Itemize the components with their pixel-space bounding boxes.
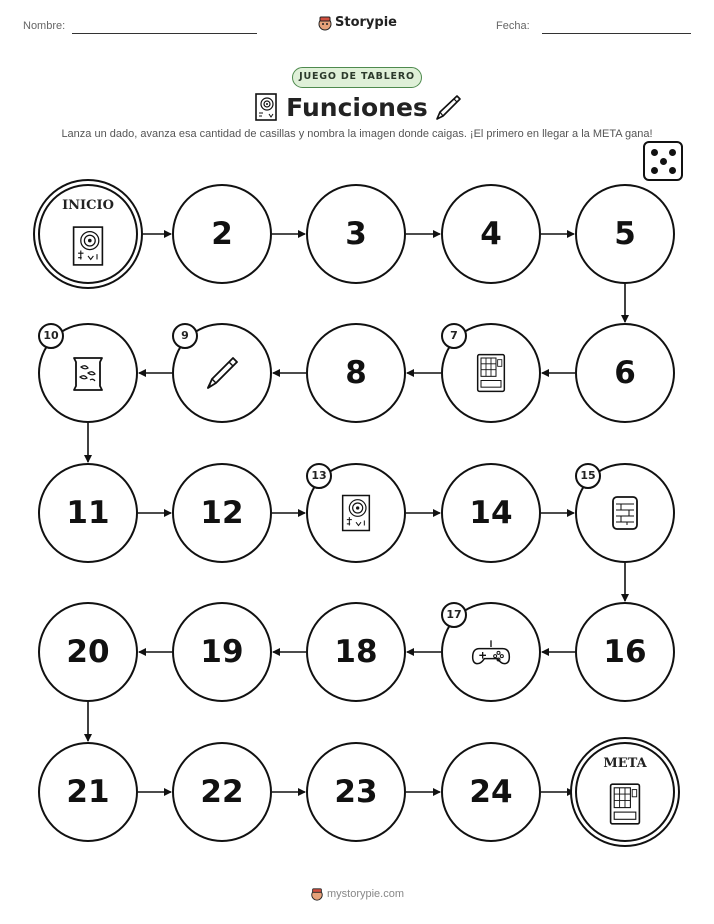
goal-label: META	[603, 756, 647, 771]
brick-tile-icon	[605, 493, 645, 533]
space-number: 23	[334, 774, 378, 810]
space-number: 19	[200, 634, 244, 670]
space-number: 4	[480, 216, 502, 252]
start-label: INICIO	[62, 198, 114, 213]
name-label: Nombre:	[23, 20, 66, 32]
board-space-14	[441, 463, 541, 563]
vending-machine-icon	[471, 353, 511, 393]
space-number-badge: 15	[575, 463, 601, 489]
board-space-2	[172, 184, 272, 284]
game-type-badge: JUEGO DE TABLERO	[292, 67, 422, 88]
board-space-13	[306, 463, 406, 563]
board-space-23	[306, 742, 406, 842]
start-space	[38, 184, 138, 284]
board-space-20	[38, 602, 138, 702]
space-number: 21	[66, 774, 110, 810]
vending-machine-icon	[607, 782, 643, 826]
space-number: 8	[345, 355, 367, 391]
storypie-mascot-icon	[310, 887, 324, 901]
board-space-10	[38, 323, 138, 423]
board-space-3	[306, 184, 406, 284]
board-space-8	[306, 323, 406, 423]
space-number: 16	[603, 634, 647, 670]
board-space-24	[441, 742, 541, 842]
footer	[0, 887, 714, 901]
space-number: 24	[469, 774, 513, 810]
board-space-4	[441, 184, 541, 284]
target-poster-icon	[336, 493, 376, 533]
space-number: 3	[345, 216, 367, 252]
board-space-15	[575, 463, 675, 563]
space-number: 5	[614, 216, 636, 252]
goal-space	[575, 742, 675, 842]
space-number-badge: 17	[441, 602, 467, 628]
board-space-9	[172, 323, 272, 423]
pen-icon	[202, 353, 242, 393]
board-space-5	[575, 184, 675, 284]
space-number: 20	[66, 634, 110, 670]
space-number-badge: 13	[306, 463, 332, 489]
page-title: Funciones	[286, 93, 428, 122]
space-number-badge: 9	[172, 323, 198, 349]
board-space-7	[441, 323, 541, 423]
space-number: 12	[200, 495, 244, 531]
board-space-21	[38, 742, 138, 842]
space-number: 14	[469, 495, 513, 531]
brand-name: Storypie	[335, 15, 397, 30]
board-space-6	[575, 323, 675, 423]
footer-url: mystorypie.com	[326, 887, 405, 900]
board-space-19	[172, 602, 272, 702]
space-number-badge: 10	[38, 323, 64, 349]
instructions: Lanza un dado, avanza esa cantidad de casillas y nombra la imagen donde caigas. ¡El primero en llegar a la META gana!	[61, 128, 653, 140]
space-number: 6	[614, 355, 636, 391]
date-label: Fecha:	[496, 20, 530, 32]
board-space-16	[575, 602, 675, 702]
board-space-18	[306, 602, 406, 702]
space-number: 2	[211, 216, 233, 252]
board-space-11	[38, 463, 138, 563]
target-poster-icon	[70, 224, 106, 268]
board-space-17	[441, 602, 541, 702]
space-number: 22	[200, 774, 244, 810]
space-number: 18	[334, 634, 378, 670]
game-controller-icon	[471, 632, 511, 672]
space-number-badge: 7	[441, 323, 467, 349]
board-space-22	[172, 742, 272, 842]
space-number: 11	[66, 495, 110, 531]
cashew-bag-icon	[68, 353, 108, 393]
board-space-12	[172, 463, 272, 563]
